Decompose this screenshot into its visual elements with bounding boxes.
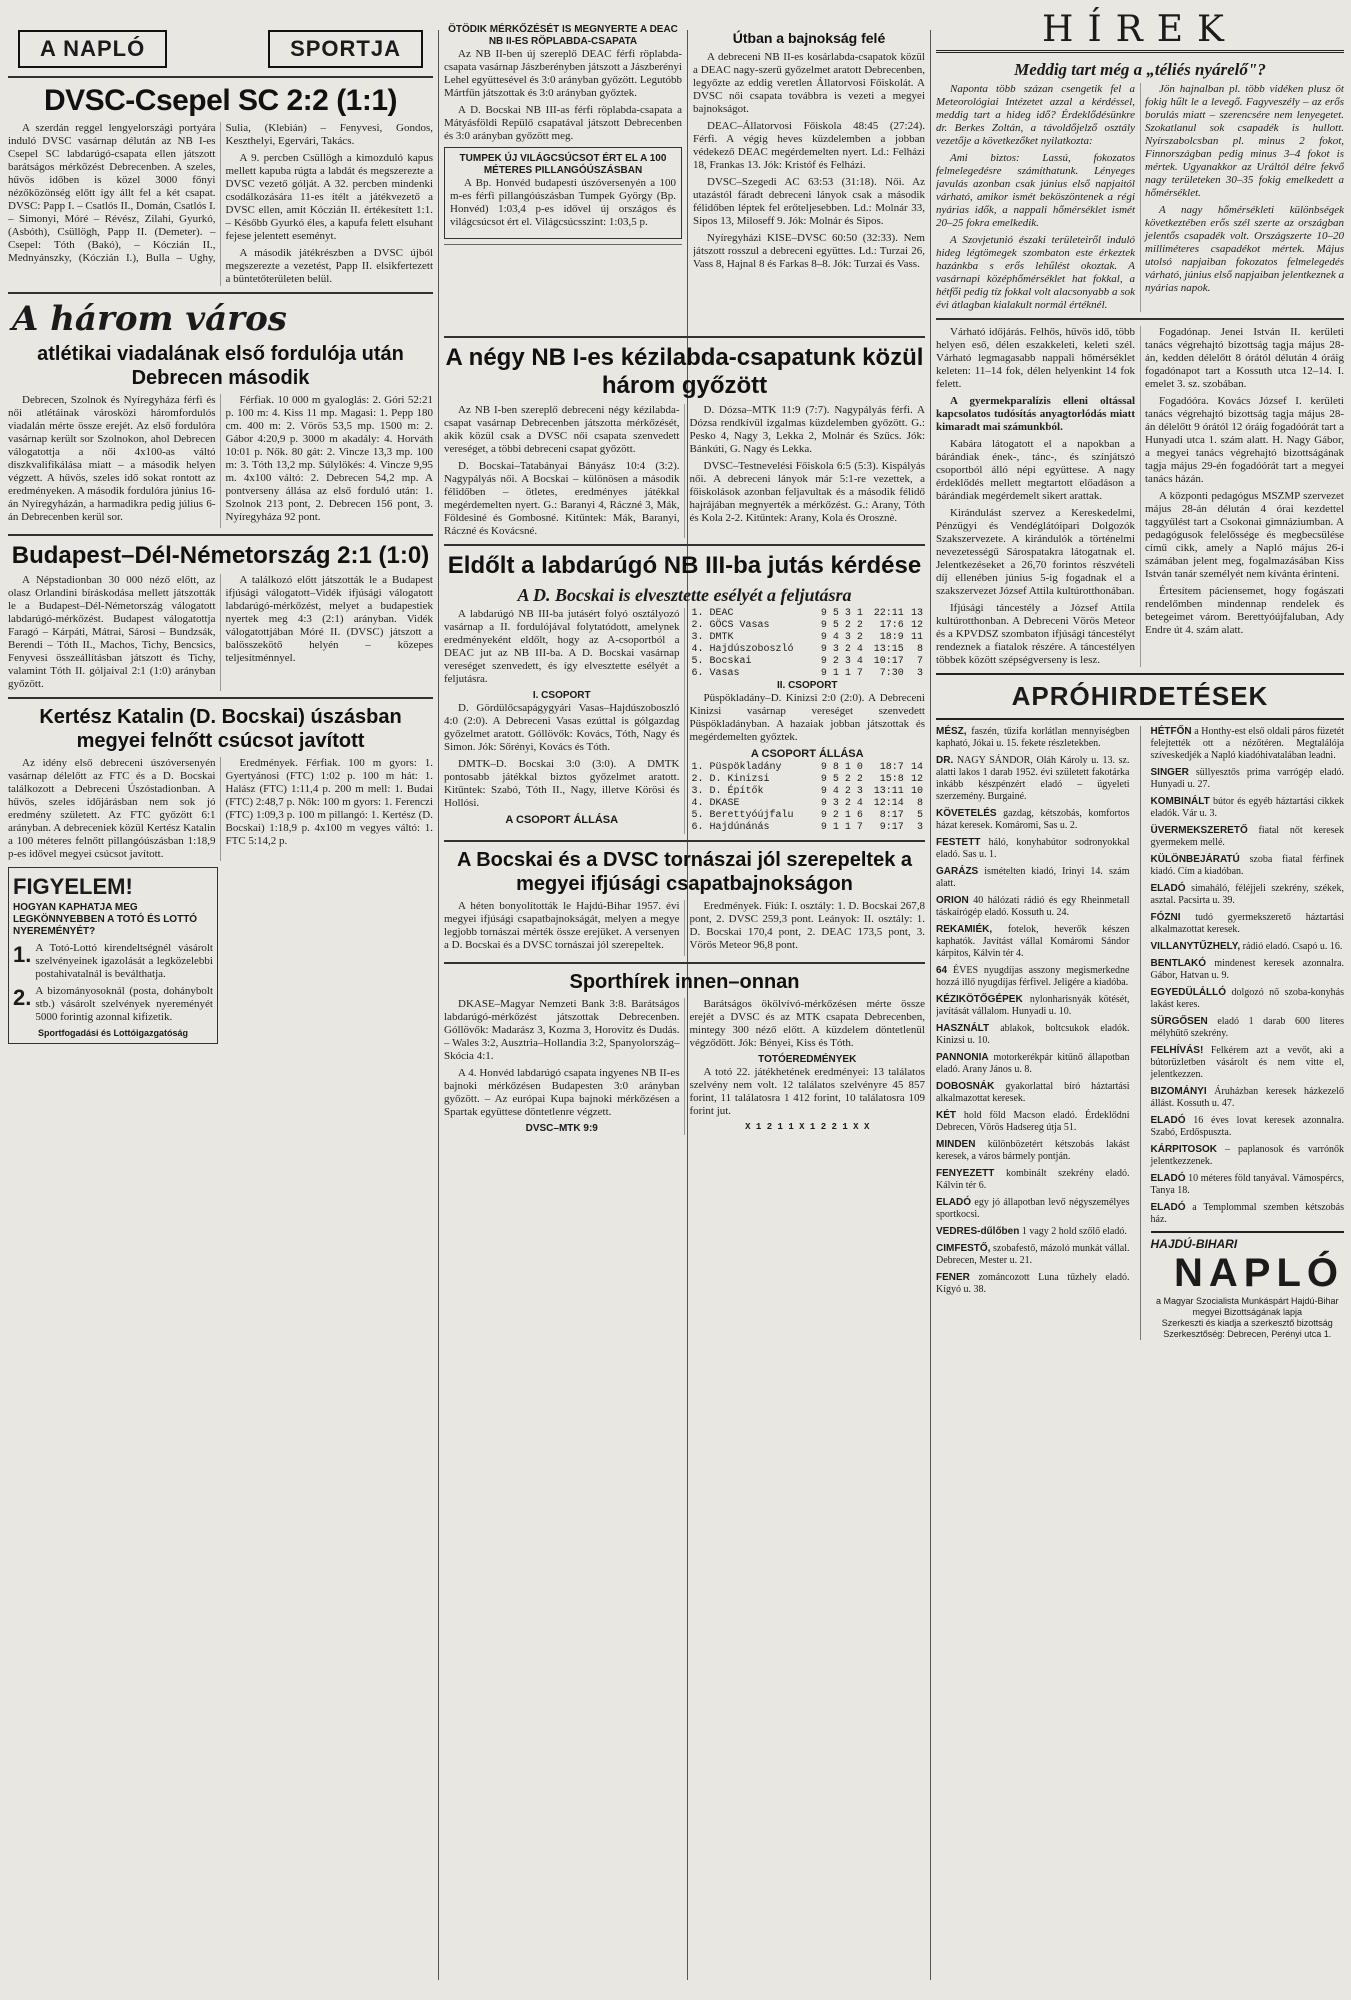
classified-ad: 64 ÉVES nyugdíjas asszony megismerkedne hozzá illő nyugdíjas férfivel. Jeligére a kiadóba.: [936, 965, 1130, 988]
headline-eldolt: Eldőlt a labdarúgó NB III-ba jutás kérdése: [447, 552, 922, 579]
column-3: [693, 0, 925, 275]
standings-row: [690, 786, 926, 798]
divider: [444, 244, 682, 245]
masthead-left: A NAPLÓ: [18, 30, 167, 68]
paragraph: Debrecen, Szolnok és Nyíregyháza férfi és női atlétáinak városközi háromfordulós viadalán mérte össze erejét. Az első fordulóra vasárnap került sor Szolnokon, ahol Debrecen válogatottja a női 4x100-as váltó diszkvalifikálása miatt – a második helyen végzett. A hűvös, szeles idő sokat rontott az eredményeken. A második fordulóra június 16-án Nyíregyházán, a harmadikra pedig július 6-án Debrecenben kerül sor.: [8, 394, 216, 523]
team-name: 3. D. Építők: [691, 786, 764, 797]
news-item: Várható időjárás. Felhős, hűvös idő, több helyen eső, délen eszakkeleti, keleti szél. Várható legmagasabb nappali hőmérséklet keleten: 11–14 fok, délen helyenkint 14 fok felett.: [936, 326, 1135, 390]
paragraph: Ami biztos: Lassú, fokozatos felmelegedésre számíthatunk. Lényeges javulás azonban csak június első napjaitól várható, amikor ismét beköszöntenek a régi nyárias idők, a nappali hőmérséklet ismét 20–25 fokra emelkedik.: [936, 152, 1135, 229]
classified-ad: SINGER süllyesztős prima varrógép eladó. Hunyadi u. 27.: [1150, 767, 1344, 790]
headline-otodik: ÖTÖDIK MÉRKŐZÉSÉT IS MEGNYERTE A DEAC NB II-ES RÖPLABDA-CSAPATA: [448, 24, 678, 47]
article-dvsc-csepel: [8, 122, 433, 286]
stat-cell: 13:11: [873, 786, 904, 797]
article-harom-varos: [8, 394, 433, 528]
stat-cell: 4: [856, 644, 863, 655]
toto-row: X 1 2 1 1 X 1 2 2 1 X X: [745, 1122, 870, 1132]
classified-ad: FÓZNI tudó gyermekszerető háztartási alkalmazottat keresek.: [1150, 912, 1344, 935]
figyelem-footer: Sportfogadási és Lottóigazgatóság: [37, 1028, 188, 1038]
stat-cell: 2: [856, 774, 863, 785]
headline-sporthirek: Sporthírek innen–onnan: [569, 971, 800, 993]
paragraph: A Szovjetunió északi területeiről induló hideg légtömegek szombaton este érkeztek hazánkba s erős lehűlést okoztak. A vasárnapi középhőmérséklet hat fokkal, a hétfői pedig tíz fokkal volt alacsonyabb a sok évi átlagban kialakult normál értéknél.: [936, 234, 1135, 311]
divider: [8, 697, 433, 699]
paragraph: Férfiak. 10 000 m gyaloglás: 2. Góri 52:21 p. 100 m: 4. Kiss 11 mp. Magasi: 1. Pepp 180 cm. 400 m: 2. Vörös 53,5 mp. 1500 m: 2. Gábor 4:20,9 p. 3000 m akadály: 4. Horváth 10:01 p. Nők. 80 gát: 2. Vincze 13,3 mp. 100 m: 3. Tóth 13,2 mp. Súlylökés: 4. Vincze 9,95 m. 4x100 váltó: 2. Debrecen 54,2 mp. A pontverseny állása az első forduló után: 1. Szolnok 213 pont, 2. Debrecen 156 pont, 3. Nyíregyháza 92 pont.: [225, 394, 433, 523]
naplo-kicker: HAJDÚ-BIHARI: [1150, 1237, 1238, 1251]
stat-cell: 2: [832, 810, 839, 821]
stat-cell: 9: [820, 608, 827, 619]
paragraph: Eredmények. Férfiak. 100 m gyors: 1. Gyertyánosi (FTC) 1:02 p. 100 m hát: 1. Halász (FTC) 1:11,4 p. 200 m mell: 1. Budai (FTC) 2:48,7 p. Nők: 100 m gyors: 1. Ferenczi (FTC) 1:09,3 p. 100 m pillangó: 1. Kertész (D. Bocskai) 1:18,9 p. 4x100 m vegyes váltó: 1. FTC 5:14,2 p.: [225, 757, 433, 847]
classified-ad: GARÁZS ismételten kiadó, Irinyi 14. szám alatt.: [936, 866, 1130, 889]
stat-cell: 9:17: [879, 822, 904, 833]
stat-cell: 2: [844, 774, 851, 785]
stat-cell: 14: [910, 762, 923, 773]
stat-cell: 9: [820, 786, 827, 797]
stat-cell: 3: [832, 798, 839, 809]
article-kezilabda: [444, 404, 925, 538]
standings-row: [690, 608, 926, 620]
stat-cell: 1: [844, 810, 851, 821]
stat-cell: 2: [844, 798, 851, 809]
stat-cell: 5: [832, 608, 839, 619]
naplo-logo: NAPLÓ: [1174, 1251, 1344, 1295]
news-item: Ifjúsági táncestély a József Attila kultúrotthonban. A Debreceni Vörös Meteor és a KPVDSZ szombaton ifjúsági táncestélyt rendeznek a fiatalok részére. A táncestélyen többek között szépségverseny is lesz.: [936, 602, 1135, 666]
standings-row: [690, 762, 926, 774]
paragraph: A találkozó előtt játszották le a Budapest ifjúsági válogatott–Vidék ifjúsági válogatott labdarúgó-mérkőzést, melyet a budapestiek nyertek meg 4:3 (2:1) arányban. Vidék válogatottjában Móré II. (DVSC) játszott a balösszekötő helyén – közepes teljesítménnyel.: [225, 574, 433, 664]
classified-ad: FENER zománcozott Luna tűzhely eladó. Kígyó u. 38.: [936, 1272, 1130, 1295]
stat-cell: 12: [910, 774, 923, 785]
stat-cell: 3: [832, 644, 839, 655]
naplo-meta: Szerkeszti és kiadja a szerkesztő bizottság: [1161, 1318, 1333, 1328]
stat-cell: 13:15: [873, 644, 904, 655]
stat-cell: 8: [916, 644, 923, 655]
paragraph: D. Dózsa–MTK 11:9 (7:7). Nagypályás férfi. A Dózsa rendkívül izgalmas küzdelemben győzött. G.: Pesko 4, Nagy 3, Lekka 2, Molnár és Szűcs. Jók: Bánkúti, G. Nagy és Lekka.: [689, 404, 925, 455]
paragraph: Eredmények. Fiúk: I. osztály: 1. D. Bocskai 267,8 pont, 2. DVSC 259,3 pont. Leányok: II. osztály: 1. D. Bocskai 170,4 pont, 2. DEAC 173,5 pont, 3. Vörös Meteor 96,8 pont.: [689, 900, 925, 951]
standings-row: [690, 798, 926, 810]
article-budapest: [8, 574, 433, 691]
paragraph: A D. Bocskai NB III-as férfi röplabda-csapata a Mátyásföldi Repülő csapatával játszott Debrecenben és 3:0 arányban győzött meg.: [444, 104, 682, 142]
news-item: Kabára látogatott el a napokban a bárándiak ének-, tánc-, és színjátszó csoportból álló népi együttese. A nagy érdeklődés mellett megtartott előadáson a bárándiak megérdemelt sikert arattak.: [936, 438, 1135, 502]
stat-cell: 9: [820, 774, 827, 785]
column-4: [936, 0, 1344, 1340]
stat-cell: 12: [910, 620, 923, 631]
classified-ad: ELADÓ egy jó állapotban levő négyszemélyes sportkocsi.: [936, 1197, 1130, 1220]
stat-cell: 2: [856, 632, 863, 643]
paragraph: Püspökladány–D. Kinizsi 2:0 (2:0). A Debreceni Kinizsi vasárnap vereséget szenvedett Püspökladányban. A hazaiak jobban játszottak és megérdemelten győztek.: [689, 692, 925, 743]
figyelem-title: FIGYELEM!: [13, 874, 133, 899]
standings-row: [690, 774, 926, 786]
subhead-csop2: II. CSOPORT: [776, 680, 838, 691]
stat-cell: 9: [820, 810, 827, 821]
classified-ad: BIZOMÁNYI Áruházban keresek házkezelő állást. Kossuth u. 47.: [1150, 1086, 1344, 1109]
classified-ad: MÉSZ, faszén, tűzifa korlátlan mennyiségben kapható, Jókai u. 15. fekete részletekben.: [936, 726, 1130, 749]
column-2: [444, 0, 682, 250]
item-number: 1.: [13, 942, 32, 967]
tumpek-box: [444, 147, 682, 239]
news-items: [936, 326, 1344, 667]
stat-cell: 4: [832, 632, 839, 643]
article-kertesz: [8, 757, 433, 861]
classified-ad: HASZNÁLT ablakok, boltcsukok eladók. Kinizsi u. 10.: [936, 1023, 1130, 1046]
article-bocskai-torna: [444, 900, 925, 956]
stat-cell: 9: [820, 656, 827, 667]
figyelem-subtitle: HOGYAN KAPHATJA MEG LEGKÖNNYEBBEN A TOTÓ ÉS LOTTÓ NYEREMÉNYÉT?: [13, 902, 198, 937]
stat-cell: 2: [832, 656, 839, 667]
stat-cell: 1: [844, 668, 851, 679]
stat-cell: 17:6: [879, 620, 904, 631]
masthead-right: SPORTJA: [268, 30, 423, 68]
classified-ad: FESTETT háló, konyhabútor sodronyokkal eladó. Sas u. 1.: [936, 837, 1130, 860]
classified-ad: PANNONIA motorkerékpár kitűnő állapotban eladó. Arany János u. 8.: [936, 1052, 1130, 1075]
headline-tumpek: TUMPEK ÚJ VILÁGCSÚCSOT ÉRT EL A 100 MÉTERES PILLANGÓÚSZÁSBAN: [459, 153, 667, 176]
stat-cell: 1: [856, 608, 863, 619]
stat-cell: 18:9: [879, 632, 904, 643]
stat-cell: 6: [856, 810, 863, 821]
stat-cell: 7: [856, 668, 863, 679]
classified-ad: DR. NAGY SÁNDOR, Oláh Károly u. 13. sz. alatti lakos 1 darab 1952. évi született fakotárka inkább készpénzért eladó – ügyeleti szerzemény. Burgainé.: [936, 755, 1130, 802]
news-item: Fogadónap. Jenei István II. kerületi tanács végrehajtó bizottság tagja május 28-án, kedden délelőtt 8 órától délután 4 óráig fogadónapot tart a Kossuth utca 12–14. I. emelet 3. sz. szobában.: [1145, 326, 1344, 390]
middle-span: [444, 330, 925, 1990]
classified-ad: REKAMIÉK, fotelok, heverők készen kaphatók. Javítást vállal Komáromi Sándor kárpitos, Kálvin tér 4.: [936, 924, 1130, 959]
stat-cell: 9: [820, 668, 827, 679]
paragraph: A Totó-Lottó kirendeltségnél vásárolt szelvényeinek igazolását a legközelebbi postahivatalnál is beválthatja.: [35, 942, 213, 980]
paragraph: A héten bonyolították le Hajdú-Bihar 1957. évi megyei ifjúsági csapatbajnokságát, melyen a megye legjobb tornászai mérték össze erejüket. A versenyen a D. Bocskai és a DVSC tornászai jól szerepeltek.: [444, 900, 680, 951]
team-name: 4. DKASE: [691, 798, 740, 809]
bottom-row: [8, 861, 433, 1044]
paragraph: DVSC–Szegedi AC 63:53 (31:18). Női. Az utazástól fáradt debreceni lányok csak a második félidőben léptek fel erőteljesebben. Ld.: Molnár 33, Sipos 13, Miloseff 9. Jók: Molnár és Sipos.: [693, 176, 925, 227]
headline-meddig: Meddig tart még a „téliés nyárelő"?: [1014, 60, 1266, 79]
standings-row: [690, 644, 926, 656]
paragraph: DMTK–D. Bocskai 3:0 (3:0). A DMTK pontosabb játékkal biztos győzelmet aratott. Kitűntek: Szabó, Tóth II., Nagy, illetve Körösi és Hollósi.: [444, 758, 680, 809]
classified-ad: VEDRES-dűlőben 1 vagy 2 hold szőlő eladó.: [936, 1226, 1127, 1237]
classified-ad: ORION 40 hálózati rádió és egy Rheinmetall táskaírógép eladó. Kossuth u. 24.: [936, 895, 1130, 918]
headline-kertesz: Kertész Katalin (D. Bocskai) úszásban megyei felnőtt csúcsot javított: [39, 706, 402, 752]
stat-cell: 7:30: [879, 668, 904, 679]
news-item: Fogadóóra. Kovács József I. kerületi tanács végrehajtó bizottság tagja május 28-án délelőtt 9 órától 12 óráig fogadóórát tart a Hunyadi utca 1. szám alatt. H. Nagy Gábor, a megyei tanács végrehajtó bizottságának tagja május 29-én fogadóórát tart a megyei tanács házán.: [1145, 395, 1344, 485]
divider: [444, 544, 925, 546]
stat-cell: 8:17: [879, 810, 904, 821]
stat-cell: 9: [820, 762, 827, 773]
team-name: 3. DMTK: [691, 632, 734, 643]
news-item: Értesítem páciensemet, hogy fogászati rendelőmben mindennap rendelek és betegeimet várom. Berettyóújfaluban, Ady Endre út 4. szám alatt.: [1145, 585, 1344, 636]
paragraph: DKASE–Magyar Nemzeti Bank 3:8. Barátságos labdarúgó-mérkőzést játszottak Debrecenben. Góllövők: Madarász 3, Kozma 3, Horovitz és Dudás. – Wales 3:2, Ausztria–Hollandia 3:2, Spanyolország–Skócia 4:1.: [444, 998, 680, 1062]
standings-row: [690, 810, 926, 822]
classifieds-left: [936, 726, 1130, 1340]
stat-cell: 3: [916, 668, 923, 679]
divider: [936, 318, 1344, 320]
column-1: [8, 0, 433, 1044]
naplo-footer: [1151, 1231, 1345, 1340]
stat-cell: 2: [844, 786, 851, 797]
paragraph: DVSC–Testnevelési Főiskola 6:5 (5:3). Kispályás női. A debreceni lányok már 5:1-re vezettek, a főiskolások azonban feljavultak és a második félidő hajrájában megnyerték a mérkőzést. G.: Arany, Tóth és Kola 2-2. Kitűntek: Arany, Kola és Orosznė.: [689, 460, 925, 524]
classified-ad: DOBOSNÁK gyakorlattal bíró háztartási alkalmazottat keresek.: [936, 1081, 1130, 1104]
headline-bocskai-torna: A Bocskai és a DVSC tornászai jól szerepeltek a megyei ifjúsági csapatbajnokságon: [456, 849, 912, 895]
stat-cell: 7: [916, 656, 923, 667]
team-name: 5. Bocskai: [691, 656, 752, 667]
paragraph: Nyíregyházi KISE–DVSC 60:50 (32:33). Nem játszott rosszul a debreceni együttes. Ld.: Turzai 26, Vass 8, Hajnal 8 és Farkas 8–8. Jók: Turzai és Vass.: [693, 232, 925, 270]
classifieds-right-list: [1151, 726, 1345, 1226]
article-meddig: [936, 83, 1344, 312]
stat-cell: 9: [820, 644, 827, 655]
paragraph: DEAC–Állatorvosi Főiskola 48:45 (27:24). Férfi. A végig heves küzdelemben a jobban védekező DEAC megérdemelten nyert. Ld.: Felházi 18, Frankas 13. Jók: Kristóf és Felházi.: [693, 120, 925, 171]
subhead-toto: TOTÓEREDMÉNYEK: [758, 1054, 857, 1065]
paragraph: A Bp. Honvéd budapesti úszóversenyén a 100 m-es férfi pillangóúszásban Tumpek György (Bp. Honvéd) 1:03,4 p-es idővel új országos és világcsúcsot ért el. Világcsúcsszint: 1:03,5 p.: [450, 177, 676, 228]
team-name: 2. GÖCS Vasas: [691, 620, 770, 631]
paragraph: Naponta több százan csengetik fel a Meteorológiai Intézetet azzal a kérdéssel, meddig tart a hideg idő? Érdeklődésünkre dr. Berkes Zoltán, a távoldőjelző osztály vezetője a következőket nyilatkozta:: [936, 83, 1135, 147]
stat-cell: 3: [916, 822, 923, 833]
divider: [444, 962, 925, 964]
stat-cell: 3: [844, 656, 851, 667]
naplo-meta: a Magyar Szocialista Munkáspárt Hajdú-Bihar megyei Bizottságának lapja: [1155, 1296, 1339, 1317]
divider: [444, 840, 925, 842]
paragraph: A totó 22. játékhetének eredményei: 13 találatos szelvény nem volt. 12 találatos szelvényre 45 857 forint, 11 találatosra 1 412 forint, 10 találatosra 109 forint jut.: [689, 1066, 925, 1117]
headline-budapest: Budapest–Dél-Németország 2:1 (1:0): [11, 542, 430, 569]
paragraph: A szerdán reggel lengyelországi portyára induló DVSC vasárnap délután az NB I-es Csepel SC labdarúgó-csapata ellen játszott barátságos mérkőzést Debrecenben. A szeles, hűvös időben is közel 3000 főnyi nézőközönség előtt így állt fel a két csapat. DVSC: Papp I. – Csatlós II., Domán, Csatlós I. – Simonyi, Móré – Révész, Zilahi, Gyurkó, (Asbóth), Csüllögh, Papp II. (Demeter). – Csepel: Tóth (Bakó), – Kóczián II., Mednyánszky, (Kóczián I.), Bulla – Ughy, Sulia, (Klebián) – Fenyvesi, Gondos, Keszthelyi, Egervári, Takács.: [8, 122, 433, 264]
paragraph: D. Bocskai–Tatabányai Bányász 10:4 (3:2). Nagypályás női. A Bocskai – különösen a második félidőben – ötletes, eredményes játékkal megérdemelten nyert. G.: Baranyi 4, Ráczné 3, Mák, Földesiné és Gombosné. Kitűntek: Mák, Baranyi, Ráczné és Kovácsné.: [444, 460, 680, 537]
standings-row: [690, 620, 926, 632]
column-rule: [930, 30, 931, 1980]
stat-cell: 10: [910, 786, 923, 797]
stat-cell: 8: [916, 798, 923, 809]
hirek-title: HÍREK: [936, 10, 1344, 53]
team-name: 6. Vasas: [691, 668, 740, 679]
column-rule: [1140, 726, 1141, 1340]
classified-ad: FENYEZETT kombinált szekrény eladó. Kálvin tér 6.: [936, 1168, 1130, 1191]
stat-cell: 4: [856, 798, 863, 809]
classified-ad: KÉT hold föld Macson eladó. Érdeklődni Debrecen, Vörös Hadsereg útja 51.: [936, 1110, 1130, 1133]
stat-cell: 3: [844, 608, 851, 619]
stat-cell: 10:17: [873, 656, 904, 667]
paragraph: Az idény első debreceni úszóversenyén vasárnap délelőtt az FTC és a D. Bocskai találkozott a Debreceni Úszóstadionban. A hűvös, szeles időjárásban nem sok jó eredmény született. Az FTC győzött 6:1 arányban. A debreceniek közül Kertész Katalin a 100 méteres felnőtt pillangóúszásban 1:18,9 p-es idővel megyei csúcsot javított.: [8, 757, 216, 860]
standings-a-title: A CSOPORT ÁLLÁSA: [505, 814, 619, 826]
paragraph: A labdarúgó NB III-ba jutásért folyó osztályozó vasárnap a II. fordulójával folytatódott, amelynek eredményeként eldőlt, hogy az A-csoportból a DEAC jut az NB III-ba. A D. Bocskai vasárnap vereséget szenvedett, és így elvesztette esélyét a feljutásra.: [444, 608, 680, 685]
stat-cell: 3: [856, 786, 863, 797]
stat-cell: 4: [832, 786, 839, 797]
classified-ad: VILLANYTŰZHELY, rádió eladó. Csapó u. 16.: [1150, 941, 1343, 952]
classified-ad: KÖVETELÉS gazdag, kétszobás, komfortos házat keresek. Komáromi, Sas u. 2.: [936, 808, 1130, 831]
stat-cell: 18:7: [879, 762, 904, 773]
team-name: 1. DEAC: [691, 608, 734, 619]
classified-ad: ELADÓ 10 méteres föld tanyával. Vámospércs, Tanya 18.: [1150, 1173, 1344, 1196]
classified-ad: KÜLÖNBEJÁRATÚ szoba fiatal férfinek kiadó. Cím a kiadóban.: [1150, 854, 1344, 877]
headline-utban: Útban a bajnokság felé: [732, 30, 886, 46]
stat-cell: 9: [820, 632, 827, 643]
paragraph: Barátságos ökölvívó-mérkőzésen mérte össze erejét a DVSC és az MTK csapata Debrecenben, mintegy 300 néző előtt. A küzdelem döntetlenül végződött. Jók: Bényei, Kiss és Tóth.: [689, 998, 925, 1049]
news-item: A központi pedagógus MSZMP szervezet május 28-án délután 4 órai kezdettel taggyűlést tart a Csokonai gimnáziumban. A pedagógusok felelőssége és megbecsülése című cikk, amely a Napló május 26-i számában jelent meg, fogalmazásában Kiss István tanár személyét nem kívánta érinteni.: [1145, 490, 1344, 580]
stat-cell: 7: [856, 822, 863, 833]
paragraph: A 4. Honvéd labdarúgó csapata ingyenes NB II-es bajnoki mérkőzésen Budapesten 3:0 arányban győzött. – Az európai Kupa bajnoki mérkőzésen a Spartak együttese döntetlenre végzett.: [444, 1067, 680, 1118]
stat-cell: 13: [910, 608, 923, 619]
stat-cell: 1: [832, 822, 839, 833]
team-name: 1. Püspökladány: [691, 762, 782, 773]
classified-ad: BENTLAKÓ mindenest keresek azonnalra. Gábor, Hatvan u. 9.: [1150, 958, 1344, 981]
stat-cell: 4: [856, 656, 863, 667]
paragraph: D. Gördülőcsapágygyári Vasas–Hajdúszoboszló 4:0 (2:0). A Debreceni Vasas ezúttal is gólgazdag győzelmet aratott. Góllövők: Kovács, Tóth, Nagy és Simon. Jók: Sőrényi, Kovács és Tóth.: [444, 702, 680, 753]
classified-ad: CIMFESTŐ, szobafestő, mázoló munkát vállal. Debrecen, Mester u. 21.: [936, 1243, 1130, 1266]
standings-row: [690, 822, 926, 834]
classified-ad: EGYEDÜLÁLLÓ dolgozó nő szoba-konyhás lakást keres.: [1150, 987, 1344, 1010]
classified-ad: FELHÍVÁS! Felkérem azt a vevőt, aki a bútorüzletben vásárolt és nem vitte el, jelentkezzen.: [1150, 1045, 1344, 1080]
standings-b-table: [690, 762, 926, 834]
figyelem-box: [8, 867, 218, 1044]
classified-ad: MINDEN különbözetért kétszobás lakást keresek, a város bármely pontján.: [936, 1139, 1130, 1162]
classified-ad: KÁRPITOSOK – paplanosok és varrónők jelentkezzenek.: [1150, 1144, 1344, 1167]
classifieds: [936, 726, 1344, 1340]
figyelem-item-2: [13, 985, 213, 1028]
masthead: [18, 30, 423, 68]
divider: [8, 76, 433, 78]
standings-row: [690, 656, 926, 668]
divider: [444, 336, 925, 338]
team-name: 5. Berettyóújfalu: [691, 810, 794, 821]
subhead-harom-varos: atlétikai viadalának első fordulója után Debrecen második: [37, 343, 404, 389]
stat-cell: 3: [844, 632, 851, 643]
classifieds-right: [1151, 726, 1345, 1340]
classified-ad: ELADÓ 16 éves lovat keresek azonnalra. Szabó, Erdőspuszta.: [1150, 1115, 1344, 1138]
stat-cell: 1: [844, 822, 851, 833]
paragraph: A második játékrészben a DVSC újból megszerezte a vezetést, Papp II. elsikfertezett a büntetőterületen belül.: [225, 247, 433, 285]
stat-cell: 5: [916, 810, 923, 821]
paragraph: A Népstadionban 30 000 néző előtt, az olasz Orlandini bíráskodása mellett játszották le a Budapest–Dél-Németország válogatott labdarúgó-mérkőzést. Budapest válogatottja Faragó – Kárpáti, Mátrai, Sárosi – Bundzsák, Berendi – Tóth II., Machos, Tichy, Bencsics, Fenyvesi összeállításban játszott és Tichy, valamint Tóth II. góljaival 2:1 (1:0) arányban győzött.: [8, 574, 216, 690]
team-name: 6. Hajdúnánás: [691, 822, 770, 833]
article-sporthirek: [444, 998, 925, 1135]
classified-ad: HÉTFŐN a Honthy-est első oldali páros füzetét felejtették ott a nézőtéren. Megtalálója szíveskedjék a Napló kiadóhivatalában leadni.: [1150, 726, 1344, 761]
team-name: 2. D. Kinizsi: [691, 774, 770, 785]
team-name: 4. Hajdúszoboszló: [691, 644, 794, 655]
stat-cell: 11: [910, 632, 923, 643]
stat-cell: 15:8: [879, 774, 904, 785]
stat-cell: 5: [832, 774, 839, 785]
stat-cell: 12:14: [873, 798, 904, 809]
column-rule: [438, 30, 439, 1980]
classified-ad: KÉZIKÖTŐGÉPEK nylonharisnyák kötését, javítását vállalom. Hunyadi u. 10.: [936, 994, 1130, 1017]
stat-cell: 1: [844, 762, 851, 773]
headline-dvsc-csepel: DVSC-Csepel SC 2:2 (1:1): [43, 84, 398, 117]
classified-ad: KOMBINÁLT bútor és egyéb háztartási cikkek eladók. Vár u. 3.: [1150, 796, 1344, 819]
paragraph: Az NB I-ben szereplő debreceni négy kézilabda-csapat vasárnap Debrecenben játszotta mérkőzését, akik közül csak a DVSC női csapata szenvedett vereséget, a többi debreceni csapat győzött.: [444, 404, 680, 455]
stat-cell: 8: [832, 762, 839, 773]
stat-cell: 9: [820, 798, 827, 809]
stat-cell: 1: [832, 668, 839, 679]
standings-b-title: A CSOPORT ÁLLÁSA: [750, 748, 864, 760]
subhead-dvsc-mtk: DVSC–MTK 9:9: [525, 1123, 598, 1134]
classified-ad: ÜVERMEKSZERETŐ fiatal nőt keresek gyermekem mellé.: [1150, 825, 1344, 848]
paragraph: A 9. percben Csüllögh a kimozduló kapus mellett kapuba rúgta a labdát és megszerezte a DVSC vezető gólját. A 32. percben mindenki csodálkozására 11-es ítélt a játékvezető a DVSC ellen, amit Kóczián II. értékesített 1:1. – Később Gyurkó éles, a kapufa felett elsuhant fejese jelentett eseményt.: [225, 152, 433, 242]
article-eldolt: [444, 608, 925, 834]
divider: [8, 534, 433, 536]
stat-cell: 5: [832, 620, 839, 631]
classified-ad: ELADÓ a Templommal szemben kétszobás ház.: [1150, 1202, 1344, 1225]
naplo-meta: Szerkesztőség: Debrecen, Perényi utca 1.: [1163, 1329, 1332, 1339]
divider: [8, 292, 433, 294]
paragraph: Az NB II-ben új szereplő DEAC férfi röplabda-csapata vasárnap Jászberényben játszott a Jászberényi Lehel együttesével és 3:0 arányban győzött. Legutóbb Mártfűn játszottak és 3:0 arányban győztek.: [444, 48, 682, 99]
item-number: 2.: [13, 985, 32, 1010]
stat-cell: 2: [856, 620, 863, 631]
paragraph: A nagy hőmérsékleti különbségek következtében erős szél szerte az országban jelentős csapadék volt. Országszerte 10–20 milliméteres csapadékot mértek. Május utolsó napjaiban fokozatos felmelegedés várható, június első napjaiban jelentkeznek a nyárias napok.: [1145, 204, 1344, 294]
subhead-csop1: I. CSOPORT: [532, 690, 591, 701]
standings-row: [690, 632, 926, 644]
stat-cell: 0: [856, 762, 863, 773]
stat-cell: 9: [820, 620, 827, 631]
classified-ad: SÜRGŐSEN eladó 1 darab 600 literes mélyhűtő szekrény.: [1150, 1016, 1344, 1039]
stat-cell: 9: [820, 822, 827, 833]
standings-row: [690, 668, 926, 680]
figyelem-item-1: [13, 942, 213, 985]
classifieds-title: APRÓHIRDETÉSEK: [936, 673, 1344, 720]
headline-kezilabda: A négy NB I-es kézilabda-csapatunk közül három győzött: [445, 344, 924, 399]
stat-cell: 2: [844, 644, 851, 655]
stat-cell: 2: [844, 620, 851, 631]
news-item: A gyermekparalízis elleni oltással kapcsolatos tudósítás anyagtorlódás miatt kimaradt mai számunkból.: [936, 395, 1135, 433]
paragraph: A debreceni NB II-es kosárlabda-csapatok közül a DEAC nagy-szerű győzelmet aratott Debrecenben, legyőzte az eddig veretlen Állatorvosi Főiskolát. A DVSC női csapata továbbra is vezeti a megyei bajnokságot.: [693, 51, 925, 115]
standings-a-table: [690, 608, 926, 680]
headline-harom-varos: A három város: [12, 299, 287, 339]
classified-ad: ELADÓ simaháló, féléjjeli szekrény, székek, asztal. Pacsirta u. 39.: [1150, 883, 1344, 906]
stat-cell: 22:11: [873, 608, 904, 619]
news-item: Kirándulást szervez a Kereskedelmi, Pénzügyi és Vendéglátóipari Dolgozók Szakszervezete. A kirándulók a történelmi nevezetességű Sárospatakra látogatnak el. Jelentkezéseket a 26,70 forintos részvételi díj ellenében június 5-ig fogadnak el a szakszervezet József Attila kultúrotthonában.: [936, 507, 1135, 597]
subhead-eldolt: A D. Bocskai is elvesztette esélyét a feljutásra: [517, 585, 852, 605]
paragraph: Jön hajnalban pl. több vidéken plusz öt fokig hűlt le a levegő. Fagyveszély – az erős borulás miatt – szerencsére nem lenyegetet. Szokatlanul sok csapadék is hullott. Nyírszabolcsban pl. minus 2 fokot, Finnországban pedig minus 3–4 fokot is mértek. Ugyanakkor az Uráltól délre fekvő nagy területeken 30–35 fokig emelkedett a hőmérséklet.: [1145, 83, 1344, 199]
paragraph: A bizományosoknál (posta, dohánybolt stb.) vásárolt szelvények nyereményét 5000 forintig azonnal kifizetik.: [35, 985, 213, 1023]
